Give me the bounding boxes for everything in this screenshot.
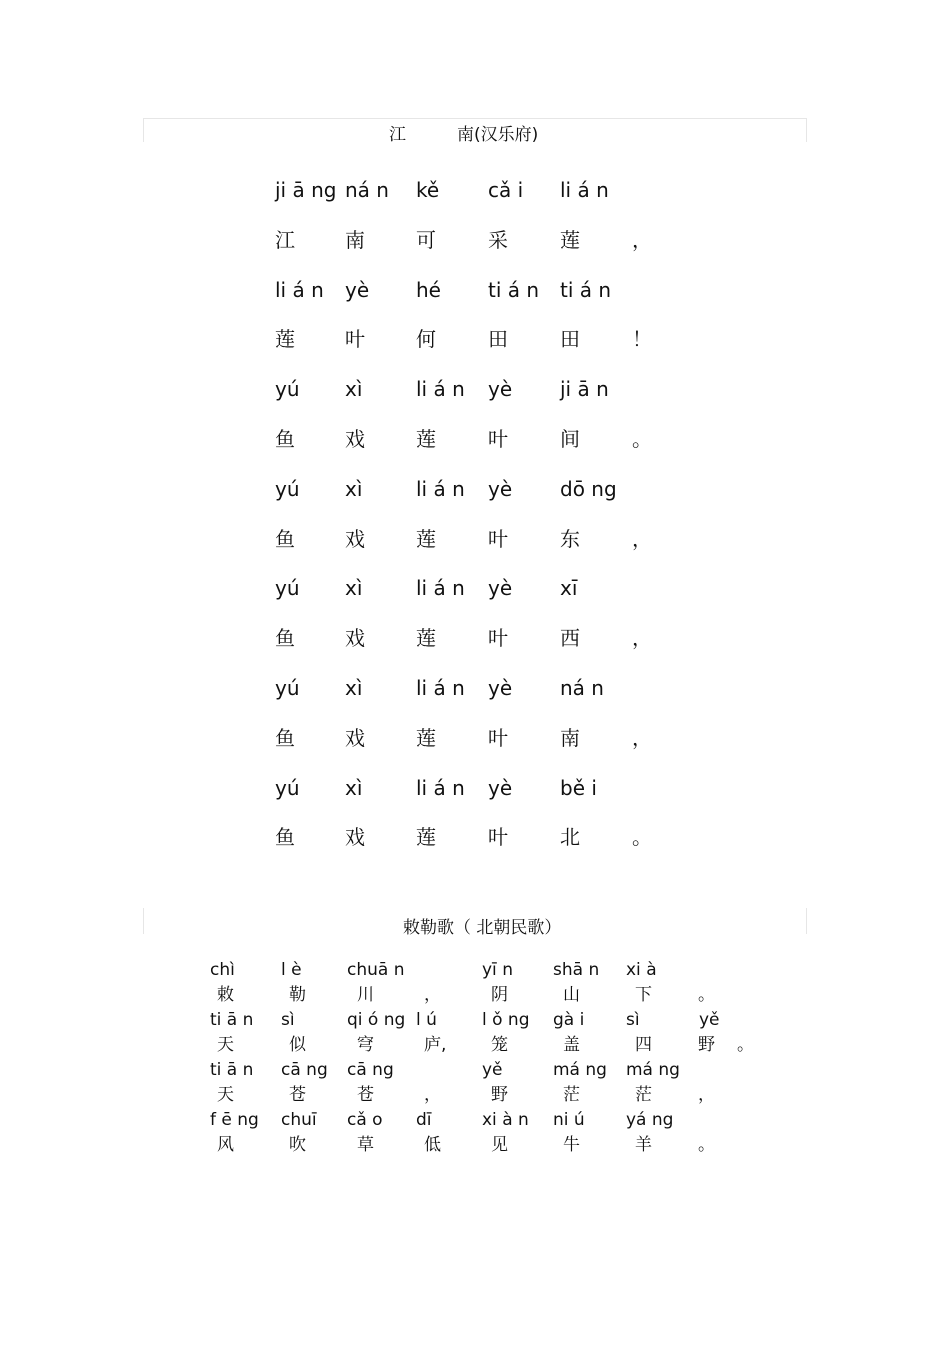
pinyin-cell: chuī	[281, 1110, 317, 1130]
pinyin-cell: ná n	[345, 178, 389, 202]
pinyin-cell: gà i	[553, 1010, 585, 1030]
hanzi-cell: 叶	[488, 626, 508, 650]
pinyin-cell: xì	[345, 377, 363, 401]
hanzi-cell: ，	[632, 726, 652, 750]
hanzi-cell: 鱼	[275, 726, 295, 750]
hanzi-cell: 。	[632, 427, 652, 451]
hanzi-cell: 戏	[345, 626, 365, 650]
hanzi-cell: 川	[357, 985, 374, 1005]
pinyin-cell: ni ú	[553, 1110, 585, 1130]
pinyin-cell: yá ng	[626, 1110, 674, 1130]
pinyin-cell: yě	[699, 1010, 720, 1030]
hanzi-cell: 叶	[345, 327, 365, 351]
hanzi-cell: 鱼	[275, 427, 295, 451]
hanzi-cell: 。	[632, 825, 652, 849]
hanzi-cell: 吹	[289, 1135, 306, 1155]
hanzi-cell: 羊	[635, 1135, 652, 1155]
hanzi-cell: 茫	[563, 1085, 580, 1105]
poem1-title-left: 江	[389, 125, 406, 145]
pinyin-cell: xì	[345, 477, 363, 501]
hanzi-cell: 四	[635, 1035, 652, 1055]
pinyin-cell: cǎ i	[488, 178, 524, 202]
pinyin-cell: ti ā n	[210, 1060, 254, 1080]
pinyin-cell: yī n	[482, 960, 513, 980]
pinyin-cell: xì	[345, 576, 363, 600]
pinyin-cell: yú	[275, 477, 300, 501]
hanzi-cell: 笼	[491, 1035, 508, 1055]
pinyin-cell: ti ā n	[210, 1010, 254, 1030]
pinyin-cell: yě	[482, 1060, 503, 1080]
pinyin-cell: xì	[345, 776, 363, 800]
hanzi-cell: 低	[424, 1135, 441, 1155]
hanzi-cell: 可	[416, 228, 436, 252]
hanzi-cell: 鱼	[275, 626, 295, 650]
title2-frame-left	[143, 908, 144, 934]
hanzi-cell: 天	[217, 1035, 234, 1055]
hanzi-cell: 莲	[560, 228, 580, 252]
hanzi-cell: 风	[217, 1135, 234, 1155]
hanzi-cell: ，	[632, 228, 652, 252]
hanzi-cell: 阴	[491, 985, 508, 1005]
title-frame-top	[143, 118, 807, 119]
hanzi-cell: ，	[632, 626, 652, 650]
pinyin-cell: má ng	[626, 1060, 680, 1080]
pinyin-cell: xì	[345, 676, 363, 700]
pinyin-cell: má ng	[553, 1060, 607, 1080]
pinyin-cell: ji ā ng	[275, 178, 337, 202]
pinyin-cell: chì	[210, 960, 235, 980]
pinyin-cell: sì	[281, 1010, 295, 1030]
hanzi-cell: 野	[698, 1035, 715, 1055]
hanzi-cell: 鱼	[275, 527, 295, 551]
hanzi-cell: 莲	[416, 626, 436, 650]
pinyin-cell: dī	[416, 1110, 432, 1130]
hanzi-cell: 叶	[488, 427, 508, 451]
pinyin-cell: l ú	[416, 1010, 437, 1030]
hanzi-cell: 野	[491, 1085, 508, 1105]
hanzi-cell: 叶	[488, 726, 508, 750]
hanzi-cell: 叶	[488, 825, 508, 849]
hanzi-cell: 戏	[345, 427, 365, 451]
pinyin-cell: f ē ng	[210, 1110, 259, 1130]
pinyin-cell: li á n	[416, 676, 465, 700]
pinyin-cell: li á n	[416, 776, 465, 800]
pinyin-cell: yè	[488, 477, 513, 501]
pinyin-cell: li á n	[560, 178, 609, 202]
hanzi-cell: 东	[560, 527, 580, 551]
pinyin-cell: sì	[626, 1010, 640, 1030]
pinyin-cell: kě	[416, 178, 440, 202]
hanzi-cell: 苍	[289, 1085, 306, 1105]
pinyin-cell: li á n	[416, 377, 465, 401]
hanzi-cell: 间	[560, 427, 580, 451]
pinyin-cell: li á n	[416, 477, 465, 501]
pinyin-cell: yè	[345, 278, 370, 302]
hanzi-cell: 勒	[289, 985, 306, 1005]
hanzi-cell: ，	[698, 1085, 715, 1105]
pinyin-cell: qi ó ng	[347, 1010, 406, 1030]
pinyin-cell: xī	[560, 576, 578, 600]
hanzi-cell: 下	[635, 985, 652, 1005]
pinyin-cell: hé	[416, 278, 441, 302]
hanzi-cell: 。	[698, 985, 715, 1005]
hanzi-cell: 南	[345, 228, 365, 252]
hanzi-cell: 草	[357, 1135, 374, 1155]
hanzi-cell: 。	[737, 1035, 754, 1055]
hanzi-cell: ，	[424, 985, 441, 1005]
hanzi-cell: 敕	[217, 985, 234, 1005]
pinyin-cell: l ǒ ng	[482, 1010, 530, 1030]
pinyin-cell: yú	[275, 776, 300, 800]
pinyin-cell: xi à	[626, 960, 657, 980]
hanzi-cell: 天	[217, 1085, 234, 1105]
hanzi-cell: ！	[632, 327, 652, 351]
poem1-title-right: 南(汉乐府)	[457, 125, 539, 145]
pinyin-cell: l è	[281, 960, 302, 980]
pinyin-cell: li á n	[416, 576, 465, 600]
title-frame-left	[143, 118, 144, 142]
pinyin-cell: shā n	[553, 960, 600, 980]
hanzi-cell: 西	[560, 626, 580, 650]
hanzi-cell: 北	[560, 825, 580, 849]
hanzi-cell: 莲	[416, 527, 436, 551]
hanzi-cell: 庐,	[424, 1035, 447, 1055]
hanzi-cell: 南	[560, 726, 580, 750]
hanzi-cell: 穹	[357, 1035, 374, 1055]
pinyin-cell: cā ng	[347, 1060, 394, 1080]
hanzi-cell: 见	[491, 1135, 508, 1155]
hanzi-cell: 盖	[563, 1035, 580, 1055]
hanzi-cell: 茫	[635, 1085, 652, 1105]
hanzi-cell: 似	[289, 1035, 306, 1055]
hanzi-cell: 牛	[563, 1135, 580, 1155]
pinyin-cell: yè	[488, 377, 513, 401]
hanzi-cell: 田	[560, 327, 580, 351]
pinyin-cell: ti á n	[488, 278, 540, 302]
pinyin-cell: ti á n	[560, 278, 612, 302]
pinyin-cell: yè	[488, 576, 513, 600]
hanzi-cell: 鱼	[275, 825, 295, 849]
pinyin-cell: yè	[488, 776, 513, 800]
pinyin-cell: xi à n	[482, 1110, 529, 1130]
hanzi-cell: 戏	[345, 825, 365, 849]
hanzi-cell: 采	[488, 228, 508, 252]
hanzi-cell: 莲	[416, 427, 436, 451]
hanzi-cell: ，	[632, 527, 652, 551]
hanzi-cell: 戏	[345, 527, 365, 551]
hanzi-cell: 戏	[345, 726, 365, 750]
pinyin-cell: yú	[275, 377, 300, 401]
hanzi-cell: 莲	[416, 726, 436, 750]
poem2-title: 敕勒歌（ 北朝民歌）	[403, 918, 562, 938]
hanzi-cell: 苍	[357, 1085, 374, 1105]
hanzi-cell: 莲	[275, 327, 295, 351]
pinyin-cell: li á n	[275, 278, 324, 302]
pinyin-cell: ná n	[560, 676, 604, 700]
hanzi-cell: 江	[275, 228, 295, 252]
pinyin-cell: yú	[275, 576, 300, 600]
hanzi-cell: ，	[424, 1085, 441, 1105]
pinyin-cell: yú	[275, 676, 300, 700]
pinyin-cell: yè	[488, 676, 513, 700]
hanzi-cell: 田	[488, 327, 508, 351]
hanzi-cell: 莲	[416, 825, 436, 849]
pinyin-cell: cǎ o	[347, 1110, 383, 1130]
hanzi-cell: 山	[563, 985, 580, 1005]
pinyin-cell: dō ng	[560, 477, 617, 501]
title2-frame-right	[806, 908, 807, 934]
hanzi-cell: 。	[698, 1135, 715, 1155]
title-frame-right	[806, 118, 807, 142]
pinyin-cell: bě i	[560, 776, 597, 800]
hanzi-cell: 何	[416, 327, 436, 351]
pinyin-cell: ji ā n	[560, 377, 609, 401]
pinyin-cell: cā ng	[281, 1060, 328, 1080]
pinyin-cell: chuā n	[347, 960, 405, 980]
hanzi-cell: 叶	[488, 527, 508, 551]
